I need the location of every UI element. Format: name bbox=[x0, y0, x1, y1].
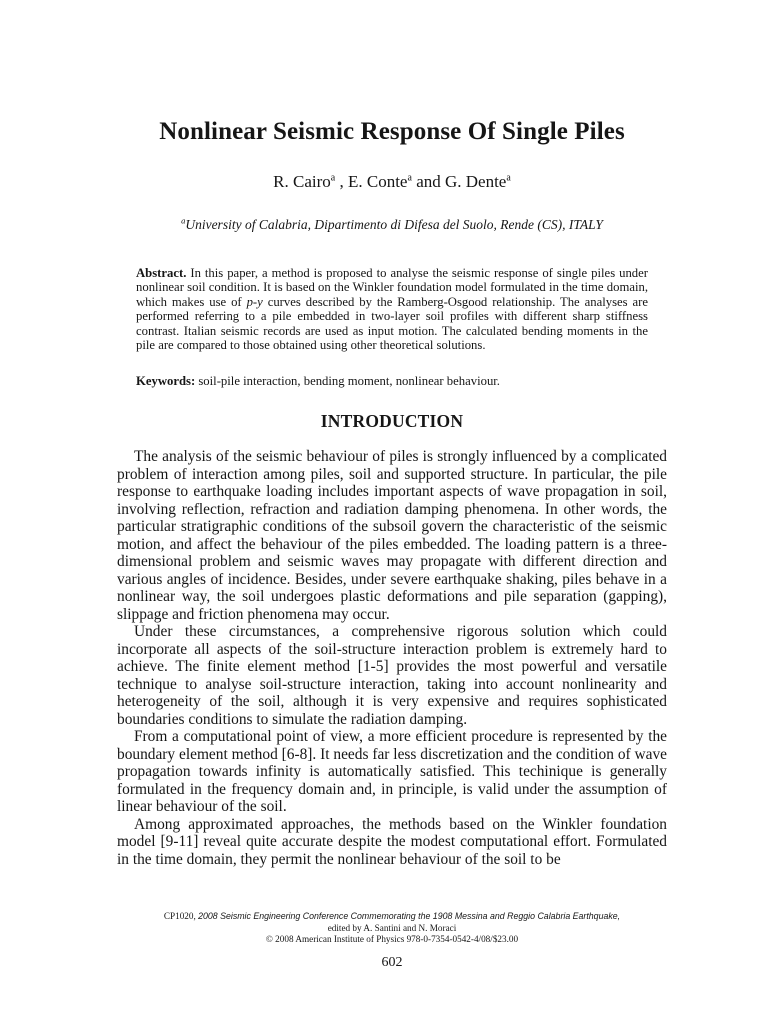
author-name: G. Dente bbox=[444, 172, 507, 191]
keywords-text: soil-pile interaction, bending moment, nonlinear behaviour. bbox=[195, 374, 500, 388]
author-name: E. Conte bbox=[347, 172, 408, 191]
paper-title: Nonlinear Seismic Response Of Single Piles bbox=[159, 118, 625, 145]
introduction-body bbox=[117, 448, 667, 868]
author-affiliation-mark: a bbox=[407, 172, 412, 184]
body-paragraph: The analysis of the seismic behaviour of piles is strongly influenced by a complicated problem of interaction among piles, soil and supported structure. In particular, the pile response to earthquake loading includes important aspects of wave propagation in soil, involving reflection, refraction and radiation damping phenomena. In other words, the particular stratigraphic conditions of the subsoil govern the characteristic of the seismic motion, and affect the behaviour of the piles embedded. The loading pattern is a three-dimensional problem and seismic waves may propagate with different direction and various angles of incidence. Besides, under severe earthquake shaking, piles behave in a nonlinear way, the soil undergoes plastic deformations and pile separation (gapping), slippage and friction phenomena may occur. bbox=[117, 448, 667, 623]
affiliation-text: University of Calabria, Dipartimento di Difesa del Suolo, Rende (CS), ITALY bbox=[185, 217, 603, 232]
author-separator: and bbox=[411, 172, 445, 191]
body-paragraph: From a computational point of view, a more efficient procedure is represented by the boundary element method [6-8]. It needs far less discretization and the condition of wave propagation towards infinity is automatically satisfied. This techinique is generally formulated in the frequency domain and, in principle, is valid under the assumption of linear behaviour of the soil. bbox=[117, 728, 667, 815]
publication-footnote bbox=[0, 911, 784, 946]
section-heading-introduction: INTRODUCTION bbox=[320, 411, 464, 431]
page-number: 602 bbox=[381, 955, 403, 970]
author-name: R. Cairo bbox=[273, 172, 331, 191]
author-list bbox=[0, 172, 784, 192]
footnote-code: CP1020, bbox=[163, 911, 199, 921]
keywords bbox=[136, 374, 648, 388]
affiliation bbox=[0, 217, 784, 233]
body-paragraph: Among approximated approaches, the methods based on the Winkler foundation model [9-11] reveal quite accurate despite the modest computational effort. Formulated in the time domain, they permit the nonlinear behaviour of the soil to be bbox=[117, 815, 667, 868]
affiliation-mark: a bbox=[181, 215, 186, 226]
author-affiliation-mark: a bbox=[330, 172, 336, 184]
author-affiliation-mark: a bbox=[506, 172, 511, 184]
keywords-label: Keywords: bbox=[136, 374, 196, 388]
footnote-editors: edited by A. Santini and N. Moraci bbox=[327, 922, 457, 933]
abstract-label: Abstract. bbox=[136, 266, 187, 280]
abstract-italic-term: p-y bbox=[246, 294, 263, 309]
footnote-conference: 2008 Seismic Engineering Conference Commemorating the 1908 Messina and Reggio Calabria Earthquake, bbox=[198, 911, 621, 921]
author-separator: , bbox=[335, 172, 348, 191]
footnote-conference-line bbox=[0, 911, 784, 923]
body-paragraph: Under these circumstances, a comprehensive rigorous solution which could incorporate all aspects of the soil-structure interaction problem is extremely hard to achieve. The finite element method [1-5] provides the most powerful and versatile technique to analyse soil-structure interaction, taking into account nonlinearity and heterogeneity of the soil, although it is very expensive and requires sophisticated boundaries conditions to simulate the radiation damping. bbox=[117, 623, 667, 728]
abstract bbox=[136, 266, 648, 352]
abstract-text-continued: curves described by the Ramberg-Osgood relationship. The analyses are performed referring to a pile embedded in two-layer soil profiles with different sharp stiffness contrast. Italian seismic records are used as input motion. The calculated bending moments in the pile are compared to those obtained using other theoretical solutions. bbox=[136, 294, 648, 353]
abstract-text: In this paper, a method is proposed to analyse the seismic response of single piles under nonlinear soil condition. It is based on the Winkler foundation model formulated in the time domain, which makes use of bbox=[136, 266, 648, 309]
footnote-copyright: © 2008 American Institute of Physics 978-0-7354-0542-4/08/$23.00 bbox=[265, 934, 519, 945]
